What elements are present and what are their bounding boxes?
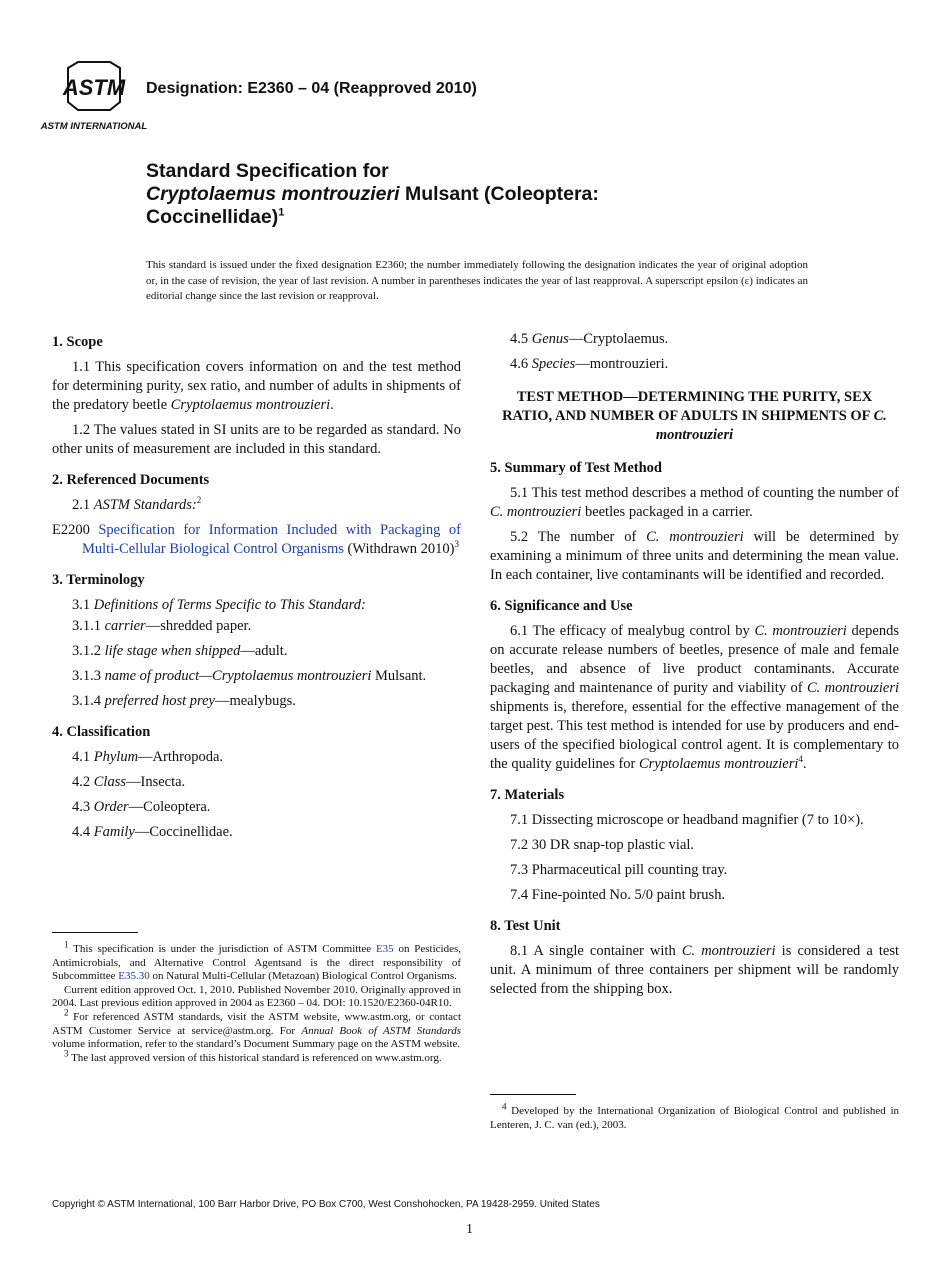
footnote-2: $^2$ For referenced ASTM standards, visit the ASTM website, www.astm.org, or contact ASTM Customer Service at service@astm.org. For Annual Book of ASTM Standards volume information, refer to the standard’s Document Summary page on the ASTM website. (52, 1007, 461, 1051)
page-number: 1 (466, 1222, 473, 1237)
reference-e2200: E2200 Specification for Information Included with Packaging of Multi-Cellular Biological Control Organisms (Withdrawn 2010)$^3$ (52, 522, 461, 557)
paragraph-4-4: 4.4 Family—Coccinellidae. (72, 824, 233, 840)
section-scope (52, 333, 461, 459)
section-test-unit (490, 917, 899, 999)
e2200-link[interactable]: Specification for Information Included with Packaging of Multi-Cellular Biological Control Organisms (82, 522, 461, 557)
section-heading: 7. Materials (490, 787, 565, 803)
footnote-1: $^1$ This specification is under the jurisdiction of ASTM Committee E35 on Pesticides, Antimicrobials, and Alternative Control Agentsand is the direct responsibility of Subcommittee E35.30 on Natural Multi-Cellular (Metazoan) Biological Control Organisms. (52, 939, 462, 983)
section-heading: 6. Significance and Use (490, 598, 633, 614)
footnote-divider (52, 932, 138, 933)
section-terminology (52, 571, 461, 711)
paragraph-3-1-4: 3.1.4 preferred host prey—mealybugs. (72, 693, 296, 709)
paragraph-3-1-1: 3.1.1 carrier—shredded paper. (72, 618, 252, 634)
section-heading: 1. Scope (52, 334, 103, 350)
paragraph-4-3: 4.3 Order—Coleoptera. (72, 799, 211, 815)
classification-continued (490, 330, 899, 374)
section-significance (490, 597, 899, 774)
paragraph-3-1: 3.1 Definitions of Terms Specific to This Standard: (72, 597, 366, 613)
astm-logo (40, 58, 148, 132)
title-line-1: Standard Specification for (146, 160, 389, 182)
section-heading: 5. Summary of Test Method (490, 460, 662, 476)
paragraph-1-1: 1.1 This specification covers information on and the test method for determining purity, sex ratio, and number of adults in shipments of the predatory beetle Cryptolaemus montrouzieri. (52, 359, 461, 413)
e35-30-link[interactable]: E35.30 (118, 970, 150, 983)
paragraph-4-2: 4.2 Class—Insecta. (72, 774, 186, 790)
title-footnote-ref[interactable]: 1 (278, 206, 285, 219)
right-column (490, 330, 899, 1011)
logo-text: ASTM INTERNATIONAL (40, 121, 148, 132)
section-summary (490, 459, 899, 585)
paragraph-5-1: 5.1 This test method describes a method of counting the number of C. montrouzieri beetles packaged in a carrier. (490, 485, 899, 520)
test-method-heading: TEST METHOD—DETERMINING THE PURITY, SEX RATIO, AND NUMBER OF ADULTS IN SHIPMENTS OF C. montrouzieri (502, 389, 887, 443)
paragraph-4-6: 4.6 Species—montrouzieri. (510, 356, 669, 372)
right-footnotes (490, 1094, 899, 1132)
left-footnotes (52, 932, 461, 1065)
paragraph-4-1: 4.1 Phylum—Arthropoda. (72, 749, 224, 765)
svg-text:ASTM: ASTM (62, 75, 126, 100)
section-heading: 8. Test Unit (490, 918, 561, 934)
footnote-1-edition: Current edition approved Oct. 1, 2010. Published November 2010. Originally approved in 2004. Last previous edition approved in 2004 as E2360 – 04. DOI: 10.1520/E2360-04R10. (52, 983, 461, 1010)
section-heading: 4. Classification (52, 724, 151, 740)
section-materials (490, 786, 899, 905)
footnote-4: $^4$ Developed by the International Organization of Biological Control and published in Lenteren, J. C. van (ed.), 2003. (490, 1101, 899, 1131)
footnote-3: $^3$ The last approved version of this historical standard is referenced on www.astm.org. (64, 1048, 442, 1064)
paragraph-1-2: 1.2 The values stated in SI units are to be regarded as standard. No other units of measurement are included in this standard. (52, 422, 461, 457)
paragraph-5-2: 5.2 The number of C. montrouzieri will be determined by examining a minimum of three units and determining the mean value. In each container, live contaminants will be identified and recorded. (490, 529, 899, 583)
paragraph-8-1: 8.1 A single container with C. montrouzieri is considered a test unit. A minimum of three containers per shipment will be randomly selected from the shipping box. (490, 943, 900, 997)
paragraph-2-1: 2.1 ASTM Standards:$^2$ (72, 495, 202, 513)
designation: Designation: E2360 – 04 (Reapproved 2010) (146, 80, 477, 97)
e35-link[interactable]: E35 (375, 943, 394, 955)
paragraph-7-4: 7.4 Fine-pointed No. 5/0 paint brush. (510, 887, 726, 903)
title-line-3: Coccinellidae)$^1$ (146, 206, 285, 228)
left-column (52, 333, 461, 854)
paragraph-6-1: 6.1 The efficacy of mealybug control by C. montrouzieri depends on accurate release numbers of beetles, presence of male and female beetles, and absence of live product contaminants. Accurate packaging and maintenance of purity and viability of C. montrouzieri shipments is, therefore, essential for the effective management of the target pest. This test method is intended for use by producers and end-users of the specified biological control agent. It is complementary to the quality guidelines for Cryptolaemus montrouzieri$^4$. (490, 623, 900, 772)
paragraph-7-3: 7.3 Pharmaceutical pill counting tray. (510, 862, 728, 878)
section-referenced-documents (52, 471, 461, 559)
paragraph-7-2: 7.2 30 DR snap-top plastic vial. (510, 837, 695, 853)
page-title (146, 160, 846, 229)
intro-note: This standard is issued under the fixed designation E2360; the number immediately following the designation indicates the year of original adoption or, in the case of revision, the year of last revision. A number in parentheses indicates the year of last reapproval. A superscript epsilon (ε) indicates an editorial change since the last revision or reapproval. (146, 259, 808, 302)
title-line-2: Cryptolaemus montrouzieri Mulsant (Coleoptera: (146, 183, 599, 205)
section-heading: 2. Referenced Documents (52, 472, 210, 488)
astm-logo-icon (40, 58, 148, 132)
footnote-divider (490, 1094, 576, 1095)
paragraph-3-1-2: 3.1.2 life stage when shipped—adult. (72, 643, 288, 659)
copyright-notice: Copyright © ASTM International, 100 Barr Harbor Drive, PO Box C700, West Conshohocken, PA 19428-2959. United States (52, 1199, 600, 1210)
section-classification (52, 723, 461, 842)
paragraph-4-5: 4.5 Genus—Cryptolaemus. (510, 331, 669, 347)
paragraph-7-1: 7.1 Dissecting microscope or headband magnifier (7 to 10×). (510, 812, 864, 828)
paragraph-3-1-3: 3.1.3 name of product—Cryptolaemus montrouzieri Mulsant. (72, 668, 427, 684)
section-heading: 3. Terminology (52, 572, 145, 588)
